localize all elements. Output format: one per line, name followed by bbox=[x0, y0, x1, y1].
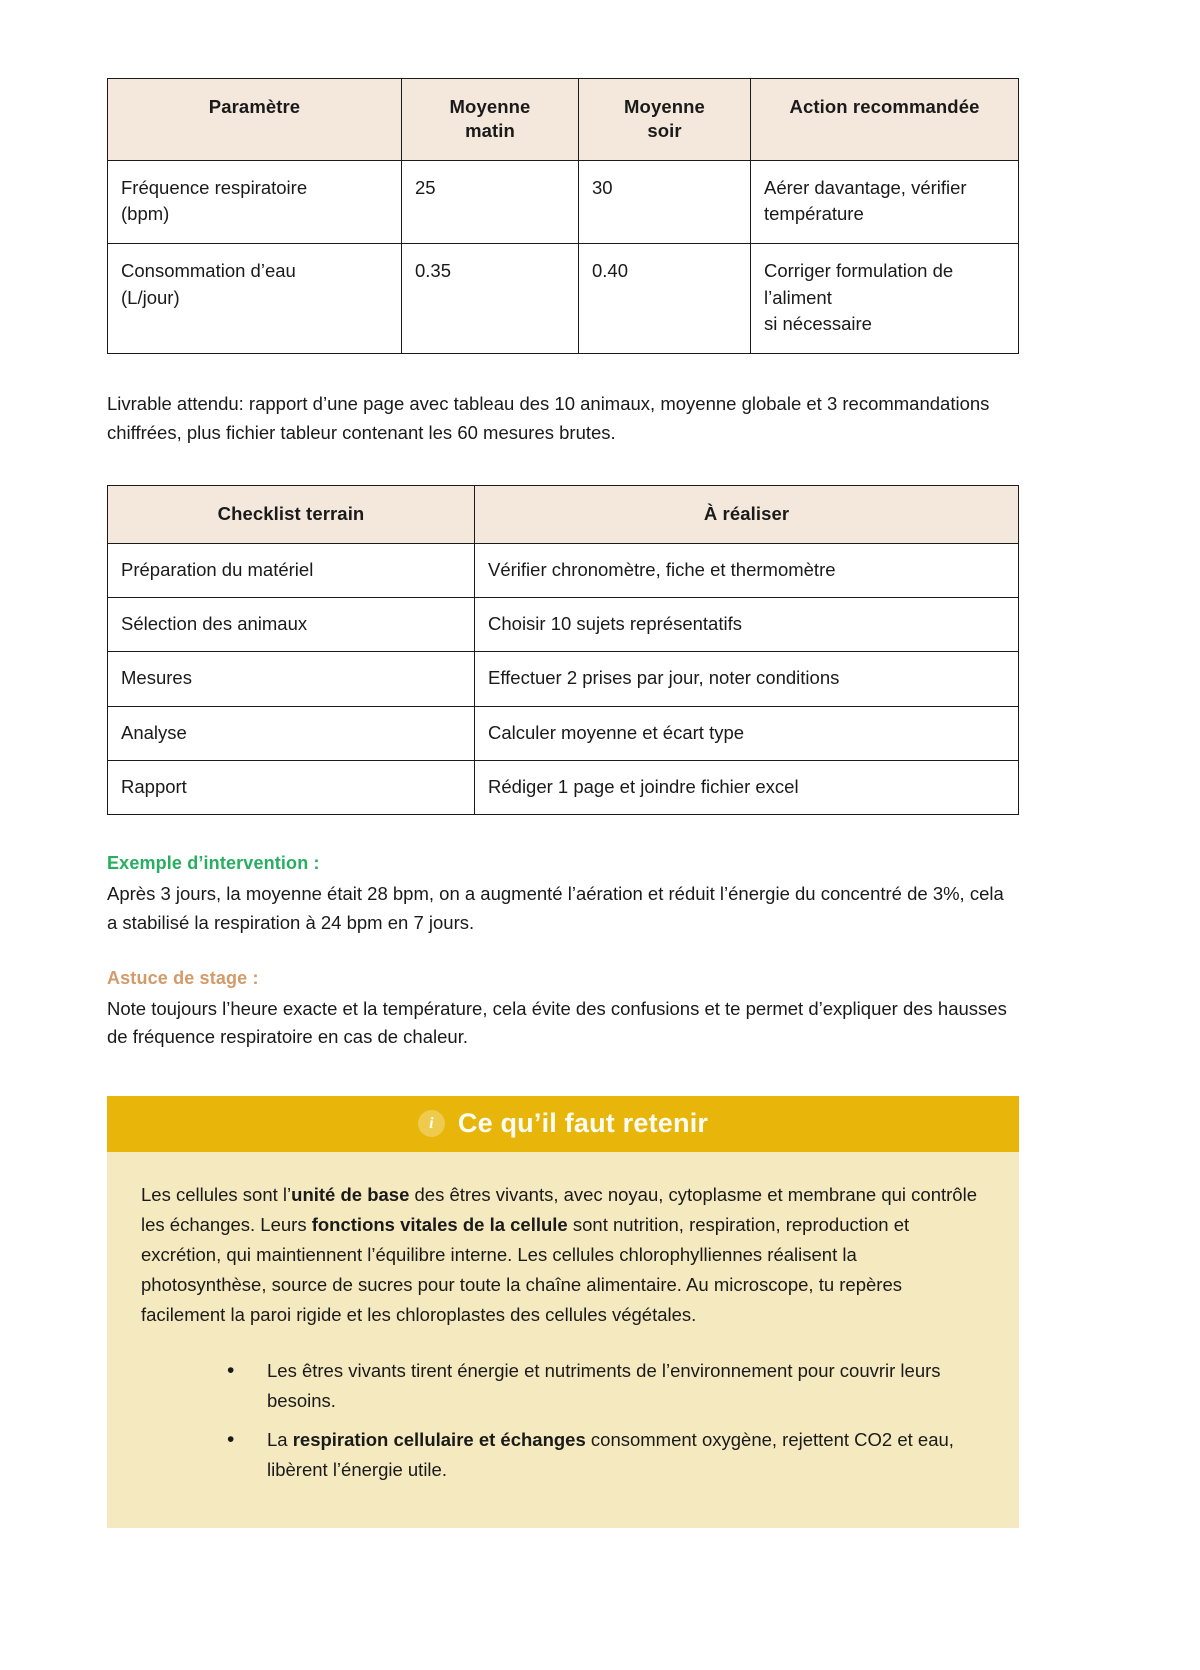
cell-moyenne-matin: 0.35 bbox=[402, 244, 579, 354]
header-moyenne-matin-line2: matin bbox=[465, 120, 515, 142]
cell-action-line2: température bbox=[764, 203, 864, 225]
header-checklist-terrain: Checklist terrain bbox=[108, 486, 475, 543]
callout-bullet-list bbox=[141, 1356, 985, 1485]
callout-text-part-3: sont nutrition, respiration, reproduction et excrétion, qui maintiennent l’équilibre interne. Les cellules chlorophylliennes réalisent la photosynthèse, source de sucres pour toute la chaîne alimentaire. Au microscope, tu repères facilement la paroi rigide et les chloroplastes des cellules végétales. bbox=[141, 1213, 910, 1325]
cell-parametre bbox=[108, 244, 402, 354]
table-row bbox=[108, 543, 1019, 597]
spacer bbox=[107, 815, 1019, 853]
bullet-text-post: consomment oxygène, rejettent CO2 et eau, libèrent l’énergie utile. bbox=[267, 1428, 954, 1480]
cell-action-line1: Aérer davantage, vérifier bbox=[764, 176, 967, 198]
cell-parametre-line2: (L/jour) bbox=[121, 286, 180, 308]
cell-parametre-line1: Consommation d’eau bbox=[121, 260, 296, 282]
cell-action bbox=[751, 244, 1019, 354]
cell-checklist-action: Choisir 10 sujets représentatifs bbox=[475, 598, 1019, 652]
cell-moyenne-soir: 0.40 bbox=[579, 244, 751, 354]
cell-checklist-action: Effectuer 2 prises par jour, noter conditions bbox=[475, 652, 1019, 706]
cell-action-line1: Corriger formulation de l’aliment bbox=[764, 260, 954, 308]
bullet-bold-respiration: respiration cellulaire et échanges bbox=[292, 1428, 586, 1450]
cell-checklist-item: Mesures bbox=[108, 652, 475, 706]
cell-action bbox=[751, 160, 1019, 244]
cell-checklist-action: Calculer moyenne et écart type bbox=[475, 706, 1019, 760]
spacer bbox=[107, 354, 1019, 390]
checklist-table-head bbox=[108, 486, 1019, 543]
table-row bbox=[108, 244, 1019, 354]
header-moyenne-matin bbox=[402, 79, 579, 161]
cell-checklist-item: Analyse bbox=[108, 706, 475, 760]
cell-checklist-item: Rapport bbox=[108, 760, 475, 814]
cell-parametre bbox=[108, 160, 402, 244]
header-moyenne-matin-line1: Moyenne bbox=[449, 96, 531, 117]
table-row bbox=[108, 760, 1019, 814]
list-item bbox=[227, 1425, 985, 1485]
measures-table bbox=[107, 78, 1019, 354]
header-a-realiser: À réaliser bbox=[475, 486, 1019, 543]
header-parametre: Paramètre bbox=[108, 79, 402, 161]
callout-header bbox=[107, 1096, 1019, 1152]
table-row bbox=[108, 706, 1019, 760]
retain-callout bbox=[107, 1096, 1019, 1528]
callout-bold-fonctions-vitales: fonctions vitales de la cellule bbox=[311, 1213, 568, 1235]
bullet-text-pre: La bbox=[267, 1428, 293, 1450]
cell-moyenne-matin: 25 bbox=[402, 160, 579, 244]
checklist-table-body bbox=[108, 543, 1019, 814]
callout-bold-unite-de-base: unité de base bbox=[291, 1183, 410, 1205]
header-moyenne-soir bbox=[579, 79, 751, 161]
table-row bbox=[108, 160, 1019, 244]
callout-title: Ce qu’il faut retenir bbox=[457, 1108, 709, 1139]
spacer bbox=[107, 938, 1019, 968]
list-item bbox=[227, 1356, 985, 1416]
table-header-row bbox=[108, 486, 1019, 543]
cell-moyenne-soir: 30 bbox=[579, 160, 751, 244]
example-paragraph: Après 3 jours, la moyenne était 28 bpm, on a augmenté l’aération et réduit l’énergie du concentré de 3%, cela a stabilisé la respiration à 24 bpm en 7 jours. bbox=[107, 883, 1004, 933]
cell-action-line2: si nécessaire bbox=[764, 312, 872, 334]
bullet-text-pre: Les êtres vivants tirent énergie et nutriments de l’environnement pour couvrir leurs besoins. bbox=[267, 1359, 941, 1411]
callout-paragraph bbox=[141, 1180, 985, 1330]
callout-body bbox=[107, 1152, 1019, 1528]
tip-heading: Astuce de stage : bbox=[107, 967, 259, 988]
callout-text-part-2: des êtres vivants, avec noyau, cytoplasme et membrane qui contrôle les échanges. Leurs bbox=[141, 1183, 977, 1235]
cell-parametre-line1: Fréquence respiratoire bbox=[121, 176, 308, 198]
measures-table-body bbox=[108, 160, 1019, 353]
cell-checklist-action: Vérifier chronomètre, fiche et thermomètre bbox=[475, 543, 1019, 597]
table-row bbox=[108, 652, 1019, 706]
cell-checklist-item: Sélection des animaux bbox=[108, 598, 475, 652]
deliverable-paragraph: Livrable attendu: rapport d’une page avec tableau des 10 animaux, moyenne globale et 3 recommandations chiffrées, plus fichier tableur contenant les 60 mesures brutes. bbox=[107, 393, 990, 443]
tip-paragraph: Note toujours l’heure exacte et la température, cela évite des confusions et te permet d’expliquer des hausses de fréquence respiratoire en cas de chaleur. bbox=[107, 997, 1007, 1048]
header-action-recommandee: Action recommandée bbox=[751, 79, 1019, 161]
table-header-row bbox=[108, 79, 1019, 161]
cell-parametre-line2: (bpm) bbox=[121, 203, 170, 225]
header-moyenne-soir-line2: soir bbox=[647, 120, 682, 142]
cell-checklist-item: Préparation du matériel bbox=[108, 543, 475, 597]
checklist-table bbox=[107, 485, 1019, 815]
spacer bbox=[107, 447, 1019, 485]
measures-table-head bbox=[108, 79, 1019, 161]
header-moyenne-soir-line1: Moyenne bbox=[624, 96, 705, 117]
table-row bbox=[108, 598, 1019, 652]
callout-text-part-1: Les cellules sont l’ bbox=[141, 1183, 292, 1205]
document-content bbox=[107, 78, 1019, 1528]
example-heading: Exemple d’intervention : bbox=[107, 853, 320, 874]
cell-checklist-action: Rédiger 1 page et joindre fichier excel bbox=[475, 760, 1019, 814]
info-icon: i bbox=[418, 1110, 445, 1137]
